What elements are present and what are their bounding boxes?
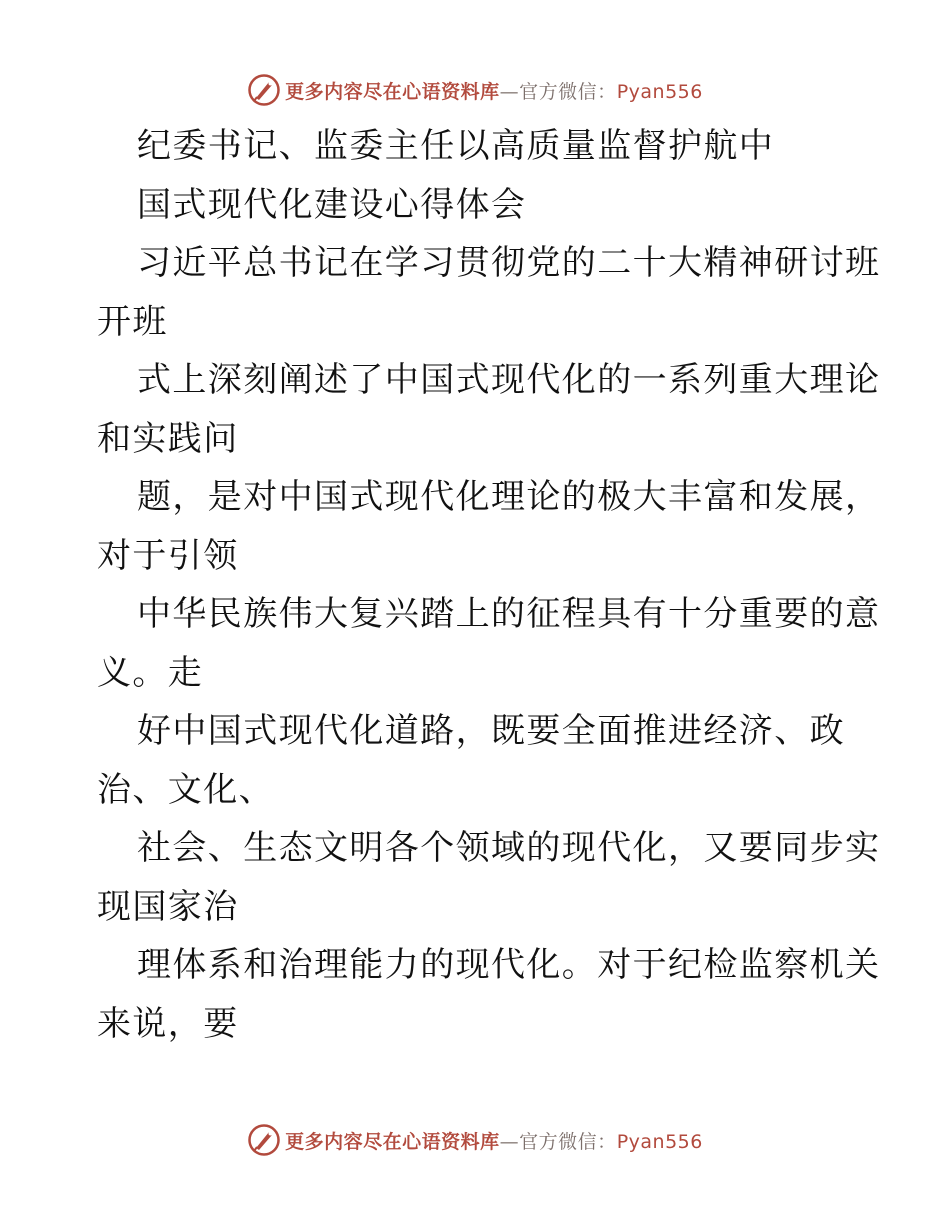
paragraph-line: 对于引领 <box>97 535 239 576</box>
paragraph-line: 社会、生态文明各个领域的现代化，又要同步实 <box>137 828 881 868</box>
header-banner-wechat-id: Pyan556 <box>616 80 703 103</box>
footer-watermark-banner <box>0 1120 950 1160</box>
quill-logo-icon <box>247 1123 281 1157</box>
header-banner-main-text: 更多内容尽在心语资料库 <box>285 80 500 103</box>
footer-watermark-content <box>247 1123 703 1157</box>
quill-logo-icon <box>247 73 281 107</box>
paragraph-line: 好中国式现代化道路，既要全面推进经济、政 <box>137 711 845 751</box>
header-watermark-content <box>247 73 703 107</box>
footer-banner-wechat-id: Pyan556 <box>616 1130 703 1153</box>
header-watermark-banner <box>0 70 950 110</box>
paragraph-line: 来说，要 <box>97 1003 239 1044</box>
document-title-line-1: 纪委书记、监委主任以高质量监督护航中 <box>137 126 775 166</box>
paragraph-line: 中华民族伟大复兴踏上的征程具有十分重要的意 <box>137 594 881 634</box>
footer-banner-separator: — <box>499 1130 520 1153</box>
paragraph-line: 题，是对中国式现代化理论的极大丰富和发展， <box>137 477 881 517</box>
paragraph-line: 式上深刻阐述了中国式现代化的一系列重大理论 <box>137 360 881 400</box>
document-body <box>97 117 881 1053</box>
paragraph-line: 习近平总书记在学习贯彻党的二十大精神研讨班 <box>137 243 881 283</box>
paragraph-line: 治、文化、 <box>97 769 274 810</box>
paragraph-line: 理体系和治理能力的现代化。对于纪检监察机关 <box>137 945 881 985</box>
paragraph-line: 义。走 <box>97 652 204 693</box>
header-banner-separator: — <box>499 80 520 103</box>
footer-banner-official-text: 官方微信： <box>519 1130 617 1153</box>
header-banner-official-text: 官方微信： <box>519 80 617 103</box>
document-title-line-2: 国式现代化建设心得体会 <box>137 184 527 225</box>
paragraph-line: 现国家治 <box>97 886 239 927</box>
paragraph-line: 和实践问 <box>97 418 239 459</box>
paragraph-line: 开班 <box>97 301 168 342</box>
footer-banner-main-text: 更多内容尽在心语资料库 <box>285 1130 500 1153</box>
